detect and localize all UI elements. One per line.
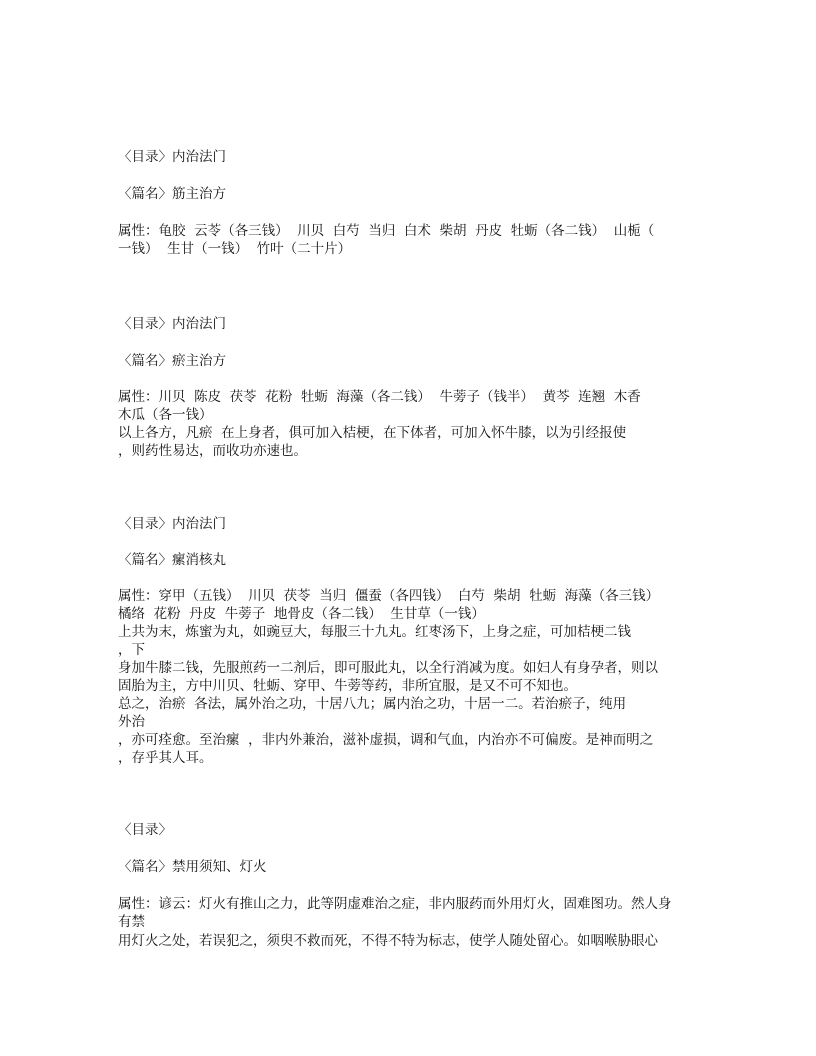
section-3-body-line: 固胎为主，方中川贝、牡蛎、穿甲、牛蒡等药，非所宜服，是又不可不知也。 <box>118 678 577 694</box>
section-3-body-line: 上共为末，炼蜜为丸，如豌豆大，每服三十九丸。红枣汤下，上身之症，可加桔梗二钱 <box>118 624 631 640</box>
section-3-body-line: 橘络 花粉 丹皮 牛蒡子 地骨皮（各二钱） 生甘草（一钱） <box>118 606 485 622</box>
section-2-body-line: 木瓜（各一钱） <box>118 407 213 423</box>
section-3-body-line: ，下 <box>118 642 145 658</box>
section-1-title: 〈篇名〉筋主治方 <box>118 186 226 202</box>
section-4-body-line: 属性：谚云：灯火有推山之力，此等阴虚难治之症，非内服药而外用灯火，固难图功。然人身 <box>118 896 672 912</box>
section-2-body-line: ，则药性易达，而收功亦速也。 <box>118 443 307 459</box>
section-4-title: 〈篇名〉禁用须知、灯火 <box>118 859 267 875</box>
section-3-title: 〈篇名〉瘰消核丸 <box>118 552 226 568</box>
section-3-body-line: 总之，治瘀 各法，属外治之功，十居八九；属内治之功，十居一二。若治瘀子，纯用 <box>118 696 627 712</box>
section-1-body-line: 一钱） 生甘（一钱） 竹叶（二十片） <box>118 241 352 257</box>
section-4-catalog: 〈目录〉 <box>118 822 172 838</box>
section-3-body-line: 外治 <box>118 714 145 730</box>
section-3-body-line: 身加牛膝二钱，先服煎药一二剂后，即可服此丸，以全行消减为度。如妇人有身孕者，则以 <box>118 660 658 676</box>
section-3-catalog: 〈目录〉内治法门 <box>118 516 226 532</box>
section-2-body-line: 以上各方，凡瘀 在上身者，俱可加入桔梗，在下体者，可加入怀牛膝，以为引经报使 <box>118 425 627 441</box>
section-2-catalog: 〈目录〉内治法门 <box>118 316 226 332</box>
section-4-body-line: 有禁 <box>118 914 145 930</box>
section-3-body-line: ，亦可痊愈。至治瘰 ，非内外兼治，滋补虚损，调和气血，内治亦不可偏废。是神而明之 <box>118 732 654 748</box>
section-2-body-line: 属性：川贝 陈皮 茯苓 花粉 牡蛎 海藻（各二钱） 牛蒡子（钱半） 黄芩 连翘 木香 <box>118 389 641 405</box>
section-3-body-line: 属性：穿甲（五钱） 川贝 茯苓 当归 僵蚕（各四钱） 白芍 柴胡 牡蛎 海藻（各三钱） <box>118 588 660 604</box>
section-1-body-line: 属性：龟胶 云苓（各三钱） 川贝 白芍 当归 白术 柴胡 丹皮 牡蛎（各二钱） 山栀（ <box>118 223 655 239</box>
section-3-body-line: ，存乎其人耳。 <box>118 750 213 766</box>
section-4-body-line: 用灯火之处，若误犯之，须臾不救而死，不得不特为标志，使学人随处留心。如咽喉胁眼心 <box>118 933 658 949</box>
section-2-title: 〈篇名〉瘀主治方 <box>118 353 226 369</box>
section-1-catalog: 〈目录〉内治法门 <box>118 149 226 165</box>
